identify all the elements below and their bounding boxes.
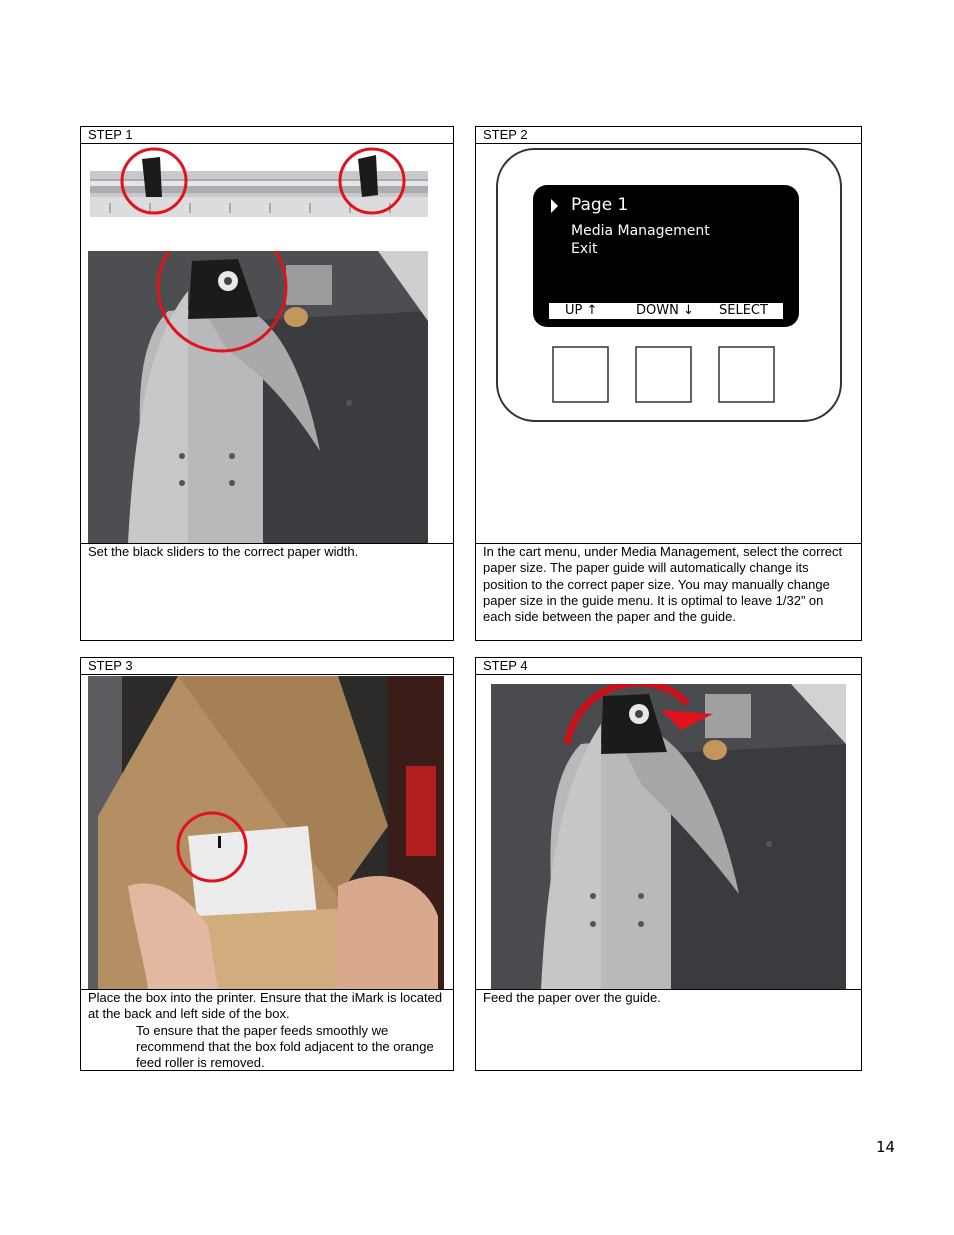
paper-guide-roller-photo [88,251,428,543]
step-2-header: STEP 2 [476,127,861,144]
step-3-panel [80,657,454,1071]
step-3-caption-text-1: Place the box into the printer. Ensure that the iMark is located at the back and left side of the box. [88,990,443,1022]
display-line-media-management: Media Management [571,223,710,239]
softkey-label-down: DOWN ↓ [636,303,694,318]
step-2-panel [475,126,862,641]
step-1-caption-text: Set the black sliders to the correct paper width. [88,544,359,559]
step-2-caption [476,543,861,640]
step-2-caption-text: In the cart menu, under Media Management, select the correct paper size. The paper guide will automatically change its position to the correct paper size. You may manually change paper size in the guide menu. It is optimal to leave 1/32” on each side between the paper and the guide. [483,544,843,625]
guide-rail-sliders-photo [90,145,428,219]
step-4-header: STEP 4 [476,658,861,675]
display-line-page: Page 1 [571,195,629,215]
step-4-panel [475,657,862,1071]
step-1-panel [80,126,454,641]
step-4-caption [476,989,861,1070]
softkey-label-select: SELECT [719,303,768,318]
step-1-header: STEP 1 [81,127,453,144]
step-3-header: STEP 3 [81,658,453,675]
display-line-exit: Exit [571,241,598,257]
control-panel-illustration [495,147,845,425]
page-number: 14 [876,1138,896,1156]
step-4-caption-text: Feed the paper over the guide. [483,990,661,1005]
step-3-caption [81,989,453,1070]
paper-over-guide-photo [491,684,846,989]
box-in-printer-photo [88,676,444,989]
step-3-caption-text-2: To ensure that the paper feeds smoothly we recommend that the box fold adjacent to the orange feed roller is removed. [136,1022,434,1071]
softkey-label-up: UP ↑ [565,303,598,318]
step-1-caption [81,543,453,640]
